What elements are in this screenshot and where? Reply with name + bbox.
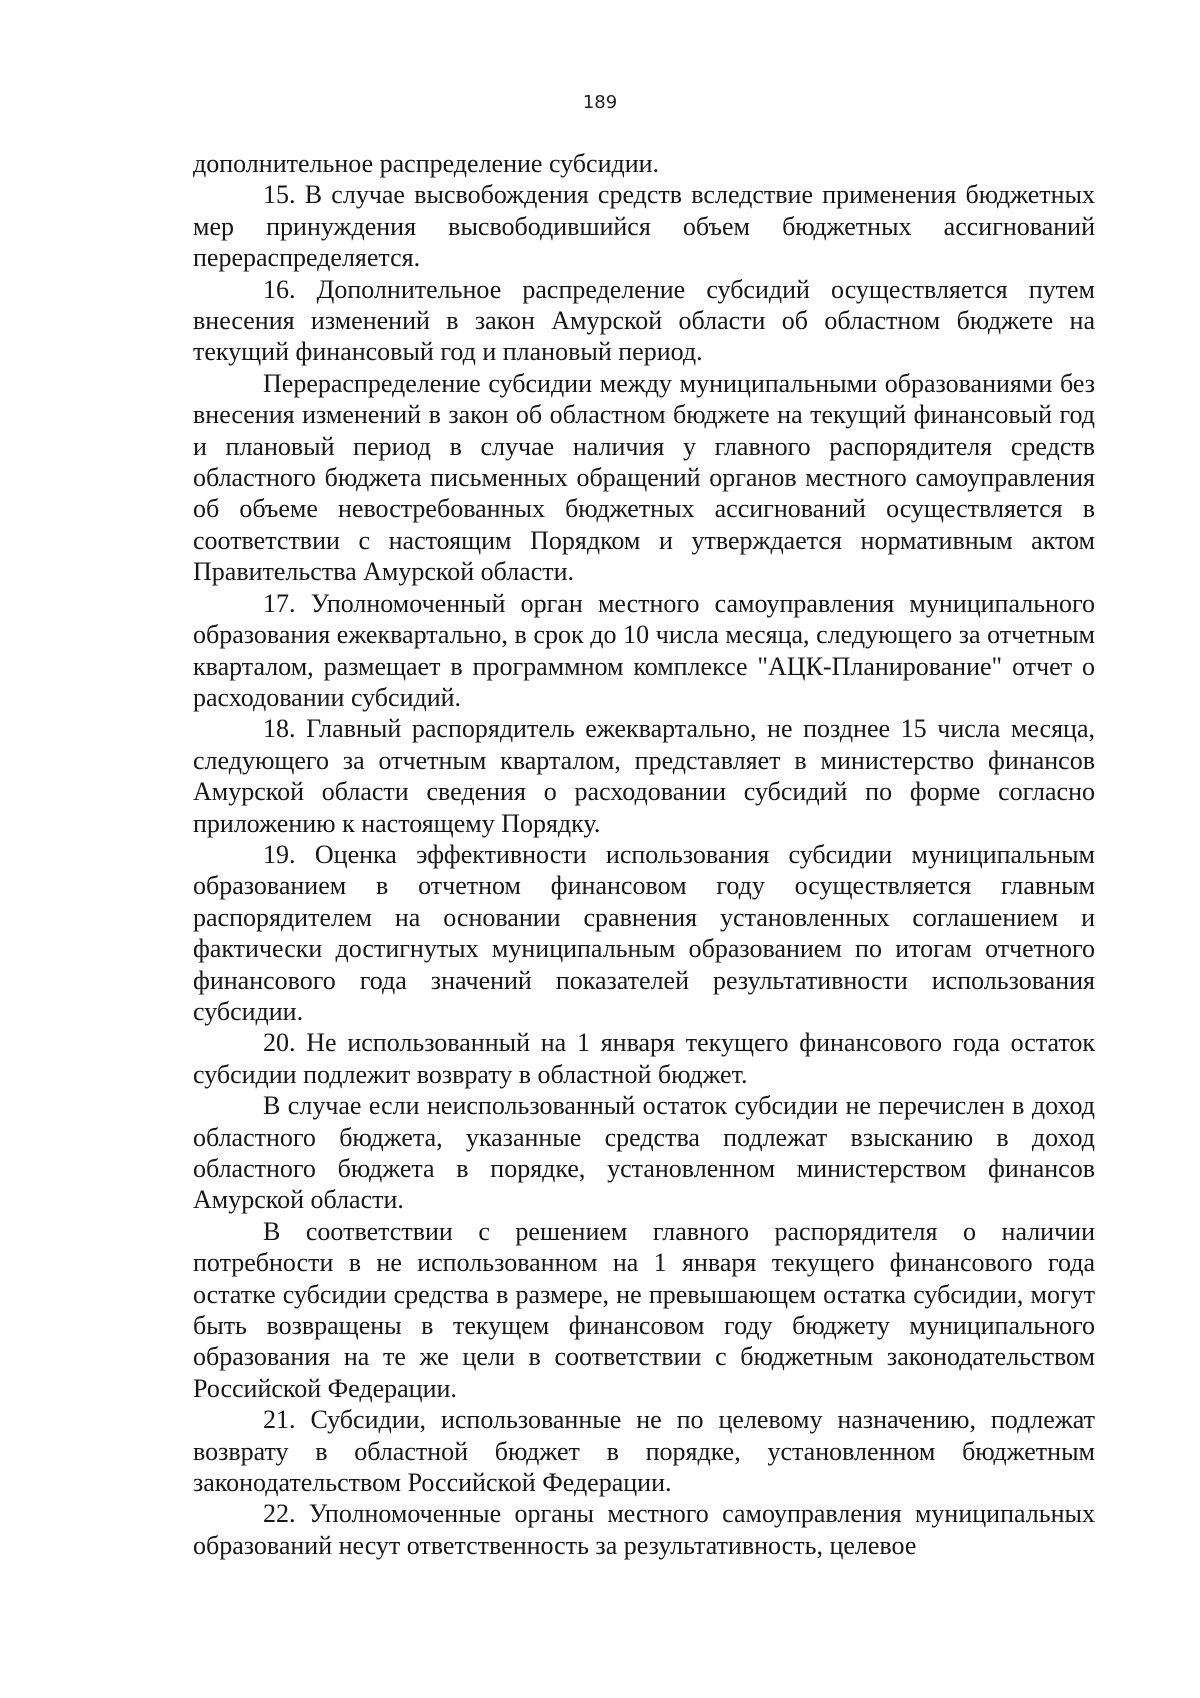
paragraph-redistribution: Перераспределение субсидии между муниципальными образованиями без внесения изменений в закон об областном бюджете на текущий финансовый год и плановый период в случае наличия у главного распорядителя средств областного бюджета письменных обращений органов местного самоуправления об объеме невостребованных бюджетных ассигнований осуществляется в соответствии с настоящим Порядком и утверждается нормативным актом Правительства Амурской области. (193, 368, 1095, 587)
paragraph-item-15: 15. В случае высвобождения средств вследствие применения бюджетных мер принуждения высвободившийся объем бюджетных ассигнований перераспределяется. (193, 180, 1095, 273)
paragraph-continuation: дополнительное распределение субсидии. (193, 149, 660, 178)
paragraph-item-20: 20. Не использованный на 1 января текущего финансового года остаток субсидии подлежит возврату в областной бюджет. (193, 1028, 1095, 1089)
document-body (193, 148, 1095, 1561)
paragraph-item-22: 22. Уполномоченные органы местного самоуправления муниципальных образований несут ответственность за результативность, целевое (193, 1499, 1095, 1560)
paragraph-item-21: 21. Субсидии, использованные не по целевому назначению, подлежат возврату в областной бюджет в порядке, установленном бюджетным законодательством Российской Федерации. (193, 1405, 1095, 1498)
paragraph-item-17: 17. Уполномоченный орган местного самоуправления муниципального образования ежеквартально, в срок до 10 числа месяца, следующего за отчетным кварталом, размещает в программном комплексе "АЦК-Планирование" отчет о расходовании субсидий. (193, 588, 1095, 712)
page-number: 189 (582, 92, 618, 113)
paragraph-item-16: 16. Дополнительное распределение субсидий осуществляется путем внесения изменений в закон Амурской области об областном бюджете на текущий финансовый год и плановый период. (193, 274, 1095, 367)
paragraph-return-decision: В соответствии с решением главного распорядителя о наличии потребности в не использованном на 1 января текущего финансового года остатке субсидии средства в размере, не превышающем остатка субсидии, могут быть возвращены в текущем финансовом году бюджету муниципального образования на те же цели в соответствии с бюджетным законодательством Российской Федерации. (193, 1216, 1095, 1403)
paragraph-item-18: 18. Главный распорядитель ежеквартально, не позднее 15 числа месяца, следующего за отчетным кварталом, представляет в министерство финансов Амурской области сведения о расходовании субсидий по форме согласно приложению к настоящему Порядку. (193, 714, 1095, 838)
paragraph-unused-balance: В случае если неиспользованный остаток субсидии не перечислен в доход областного бюджета, указанные средства подлежат взысканию в доход областного бюджета в порядке, установленном министерством финансов Амурской области. (193, 1091, 1095, 1215)
paragraph-item-19: 19. Оценка эффективности использования субсидии муниципальным образованием в отчетном финансовом году осуществляется главным распорядителем на основании сравнения установленных соглашением и фактически достигнутых муниципальным образованием по итогам отчетного финансового года значений показателей результативности использования субсидии. (193, 839, 1095, 1026)
